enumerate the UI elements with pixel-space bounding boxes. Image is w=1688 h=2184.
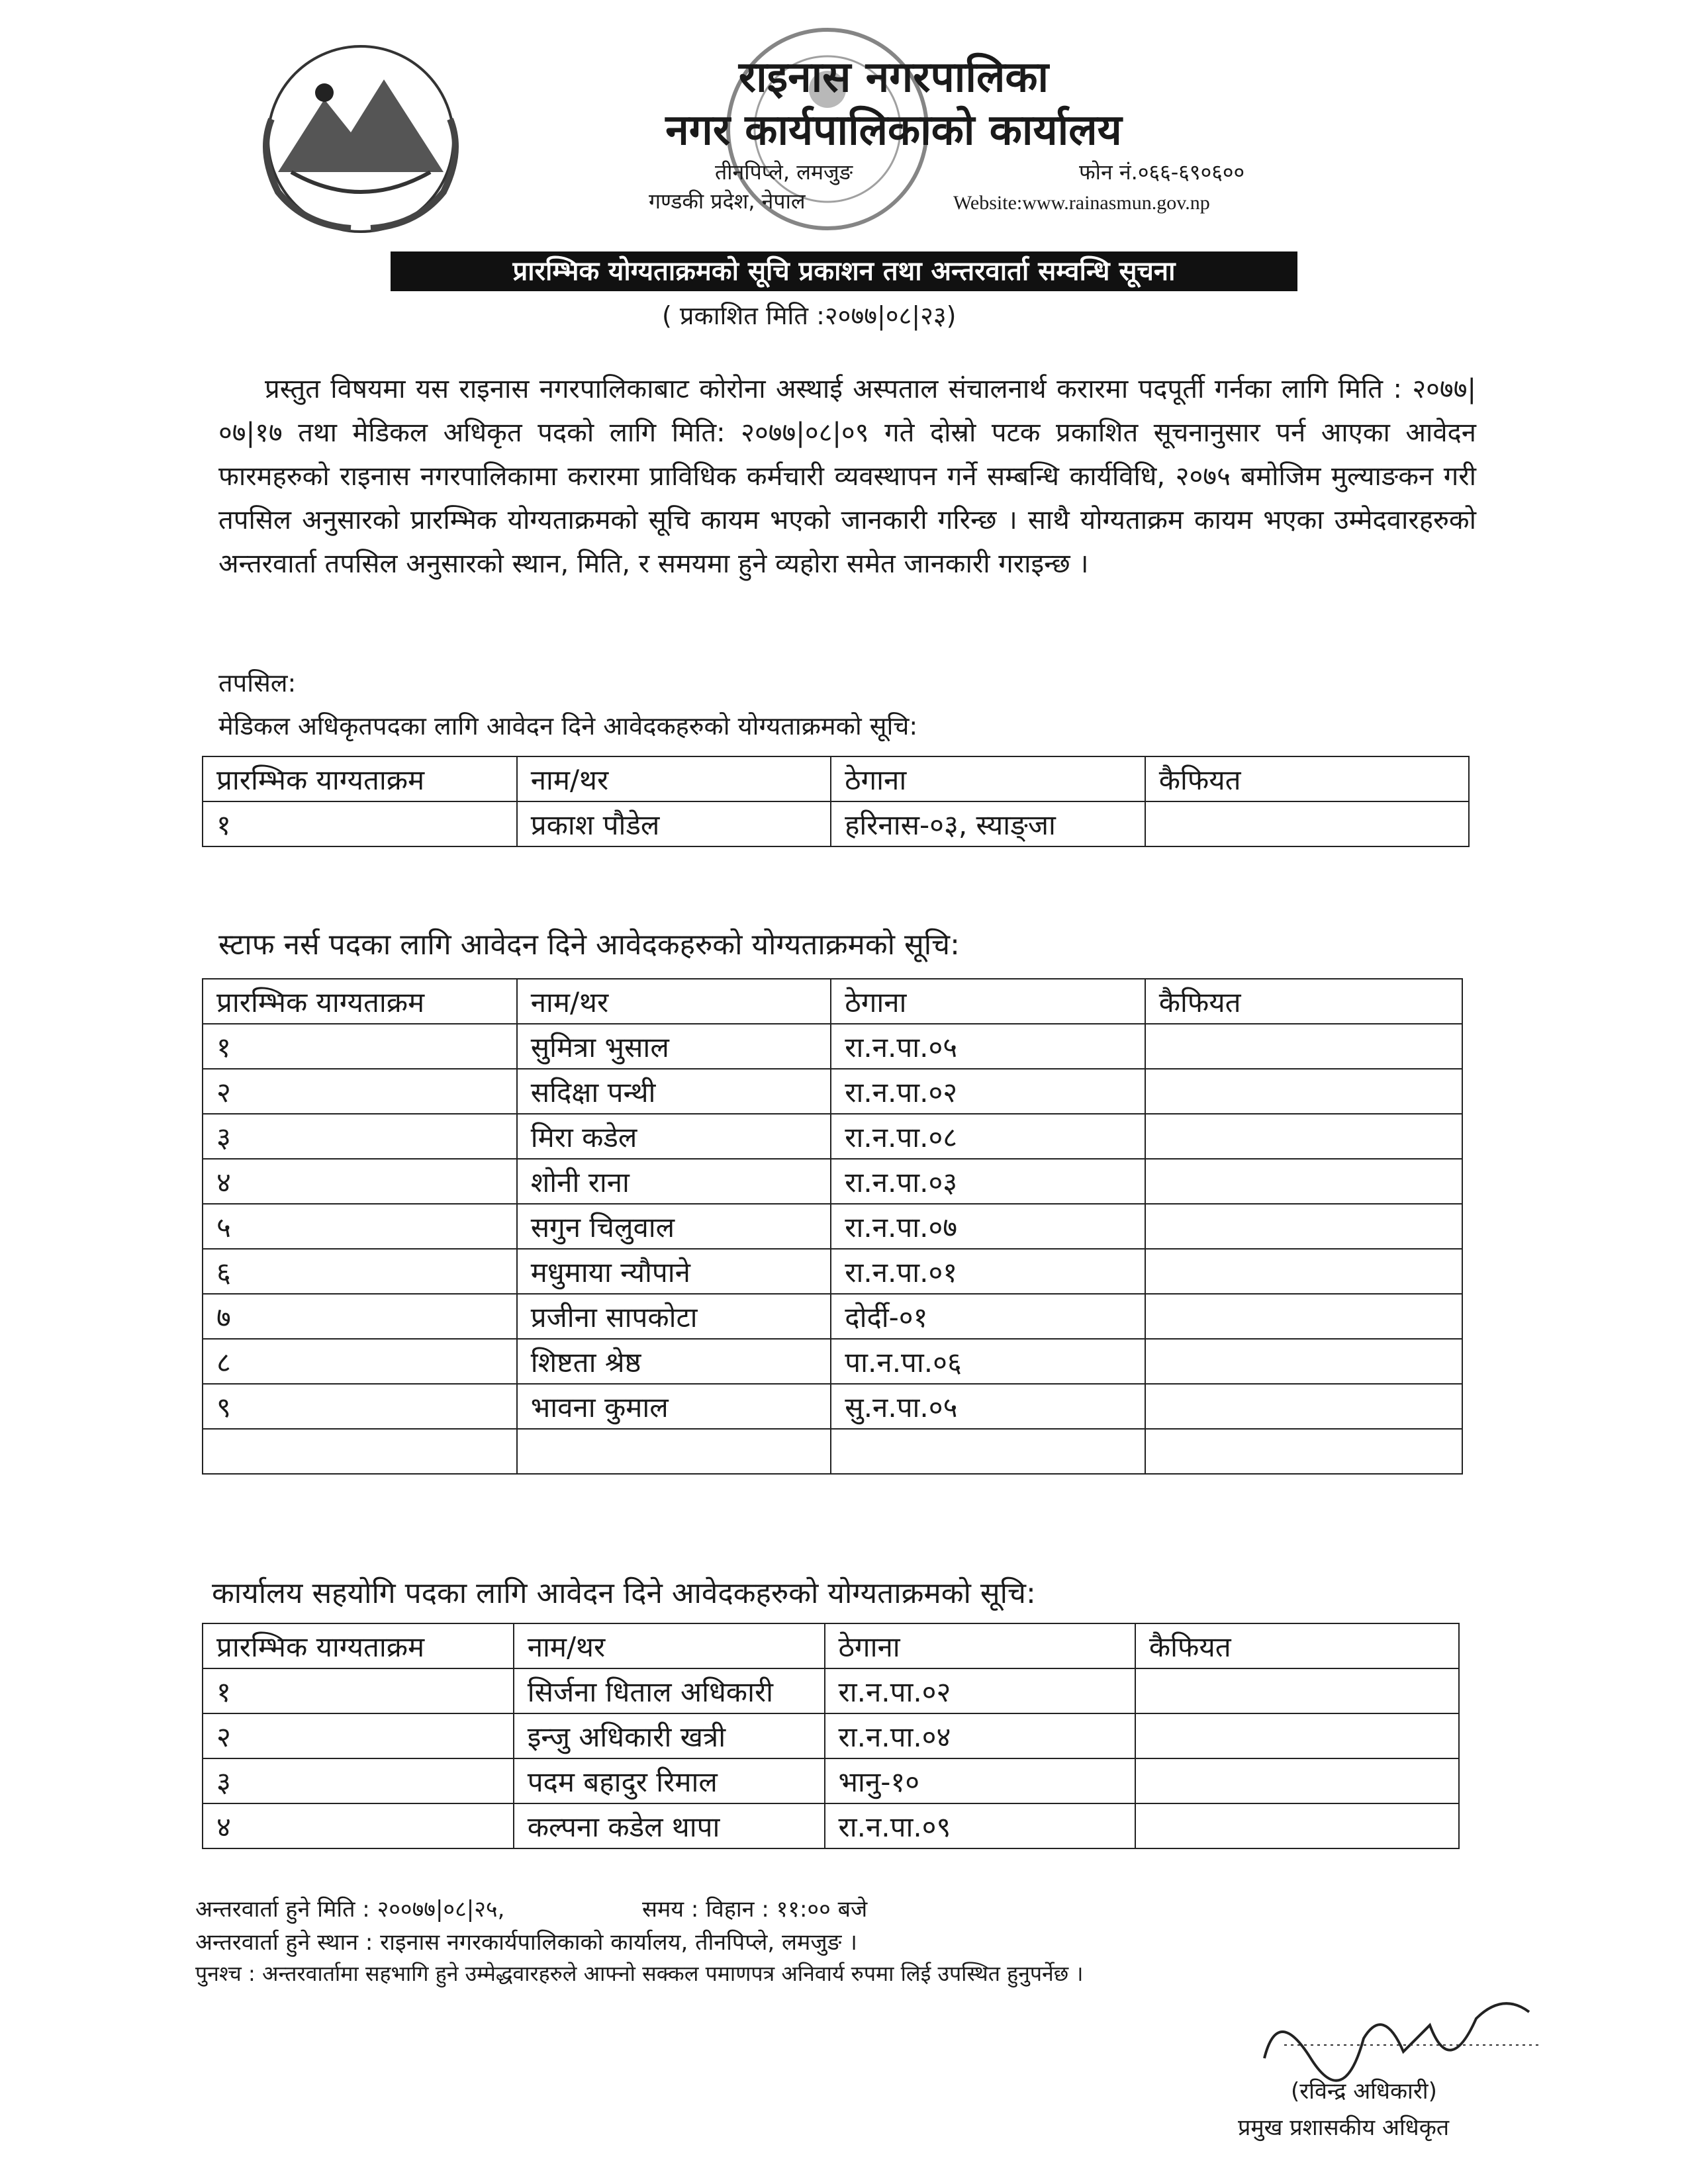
address-cell: पा.न.पा.०६ (831, 1339, 1145, 1384)
name-cell: सदिक्षा पन्थी (517, 1069, 831, 1114)
remarks-cell (1145, 1339, 1462, 1384)
remarks-cell (1135, 1758, 1459, 1803)
remarks-cell (1145, 1069, 1462, 1114)
medical-officer-heading: मेडिकल अधिकृतपदका लागि आवेदन दिने आवेदकहरुको योग्यताक्रमको सूचि: (218, 711, 918, 741)
column-header-name: नाम/थर (517, 979, 831, 1024)
column-header-address: ठेगाना (831, 756, 1145, 801)
column-header-remarks: कैफियत (1145, 979, 1462, 1024)
remarks-cell (1145, 1204, 1462, 1249)
rank-cell: ८ (203, 1339, 517, 1384)
column-header-name: नाम/थर (514, 1623, 825, 1668)
address-cell: भानु-१० (825, 1758, 1135, 1803)
column-header-remarks: कैफियत (1145, 756, 1469, 801)
office-title-line1: राइनास नगरपालिका (738, 53, 1049, 102)
rank-cell: ७ (203, 1294, 517, 1339)
rank-cell: १ (203, 1024, 517, 1069)
address-cell: रा.न.पा.०९ (825, 1803, 1135, 1848)
name-cell: सगुन चिलुवाल (517, 1204, 831, 1249)
name-cell: शोनी राना (517, 1159, 831, 1204)
notice-banner-title: प्रारम्भिक योग्यताक्रमको सूचि प्रकाशन तथा अन्तरवार्ता सम्वन्धि सूचना (391, 251, 1297, 291)
name-cell: इन्जु अधिकारी खत्री (514, 1713, 825, 1758)
rank-cell: २ (203, 1069, 517, 1114)
column-header-remarks: कैफियत (1135, 1623, 1459, 1668)
remarks-cell (1135, 1668, 1459, 1713)
name-cell: सिर्जना धिताल अधिकारी (514, 1668, 825, 1713)
interview-time: समय : विहान : ११:०० बजे (642, 1896, 868, 1923)
name-cell: प्रजीना सापकोटा (517, 1294, 831, 1339)
remarks-cell (1145, 1429, 1462, 1474)
table-header-row (203, 756, 1469, 801)
name-cell: मधुमाया न्यौपाने (517, 1249, 831, 1294)
column-header-rank: प्रारम्भिक याग्यताक्रम (203, 756, 517, 801)
address-cell: रा.न.पा.०७ (831, 1204, 1145, 1249)
rank-cell: ५ (203, 1204, 517, 1249)
address-cell: रा.न.पा.०२ (825, 1668, 1135, 1713)
remarks-cell (1145, 1024, 1462, 1069)
table-header-row (203, 979, 1462, 1024)
medical-officer-table (202, 756, 1470, 847)
column-header-address: ठेगाना (825, 1623, 1135, 1668)
interview-place: अन्तरवार्ता हुने स्थान : राइनास नगरकार्यपालिकाको कार्यालय, तीनपिप्ले, लमजुङ । (195, 1929, 857, 1956)
table-row (203, 1114, 1462, 1159)
table-row (203, 1668, 1459, 1713)
address-cell: दोर्दी-०१ (831, 1294, 1145, 1339)
address-cell: रा.न.पा.०५ (831, 1024, 1145, 1069)
rank-cell: ४ (203, 1159, 517, 1204)
name-cell: पदम बहादुर रिमाल (514, 1758, 825, 1803)
table-row (203, 1758, 1459, 1803)
address-cell: रा.न.पा.०८ (831, 1114, 1145, 1159)
column-header-name: नाम/थर (517, 756, 831, 801)
municipality-emblem-logo (252, 40, 470, 238)
address-line2: गण्डकी प्रदेश, नेपाल (649, 189, 806, 214)
notice-body-paragraph: प्रस्तुत विषयमा यस राइनास नगरपालिकाबाट कोरोना अस्थाई अस्पताल संचालनार्थ करारमा पदपूर्ती गर्नका लागि मिति : २०७७|०७|१७ तथा मेडिकल अधिकृत पदको लागि मिति: २०७७|०८|०९ गते दोस्रो पटक प्रकाशित सूचनानुसार पर्न आएका आवेदन फारमहरुको राइनास नगरपालिकामा करारमा प्राविधिक कर्मचारी व्यवस्थापन गर्ने सम्बन्धि कार्यविधि, २०७५ बमोजिम मुल्याङकन गरी तपसिल अनुसारको प्रारम्भिक योग्यताक्रमको सूचि कायम भएको जानकारी गरिन्छ । साथै योग्यताक्रम कायम भएका उम्मेदवारहरुको अन्तरवार्ता तपसिल अनुसारको स्थान, मिति, र समयमा हुने व्यहोरा समेत जानकारी गराइन्छ । (218, 374, 1476, 579)
rank-cell: ६ (203, 1249, 517, 1294)
column-header-rank: प्रारम्भिक याग्यताक्रम (203, 979, 517, 1024)
table-row (203, 1803, 1459, 1848)
remarks-cell (1145, 1384, 1462, 1429)
name-cell (517, 1429, 831, 1474)
tapasil-label: तपसिल: (218, 668, 297, 698)
interview-date: अन्तरवार्ता हुने मिति : २००७७|०८|२५, (195, 1896, 505, 1923)
table-row (203, 1024, 1462, 1069)
rank-cell: ३ (203, 1758, 514, 1803)
column-header-rank: प्रारम्भिक याग्यताक्रम (203, 1623, 514, 1668)
rank-cell: १ (203, 1668, 514, 1713)
office-title-line2: नगर कार्यपालिकाको कार्यालय (665, 106, 1122, 155)
remarks-cell (1145, 801, 1469, 846)
name-cell: भावना कुमाल (517, 1384, 831, 1429)
name-cell: कल्पना कडेल थापा (514, 1803, 825, 1848)
rank-cell: २ (203, 1713, 514, 1758)
remarks-cell (1145, 1159, 1462, 1204)
table-row (203, 801, 1469, 846)
remarks-cell (1145, 1114, 1462, 1159)
table-row (203, 1384, 1462, 1429)
published-date: ( प्रकाशित मिति :२०७७|०८|२३) (662, 301, 957, 330)
table-row (203, 1069, 1462, 1114)
staff-nurse-heading: स्टाफ नर्स पदका लागि आवेदन दिने आवेदकहरुको योग्यताक्रमको सूचि: (218, 928, 960, 962)
address-cell: रा.न.पा.०३ (831, 1159, 1145, 1204)
address-cell: रा.न.पा.०२ (831, 1069, 1145, 1114)
remarks-cell (1145, 1294, 1462, 1339)
name-cell: शिष्टता श्रेष्ठ (517, 1339, 831, 1384)
name-cell: प्रकाश पौडेल (517, 801, 831, 846)
rank-cell: ९ (203, 1384, 517, 1429)
rank-cell: ४ (203, 1803, 514, 1848)
office-assistant-heading: कार्यालय सहयोगि पदका लागि आवेदन दिने आवेदकहरुको योग्यताक्रमको सूचि: (212, 1576, 1036, 1610)
signatory-name: (रविन्द्र अधिकारी) (1291, 2078, 1437, 2105)
office-assistant-table (202, 1623, 1460, 1849)
phone-number: फोन नं.०६६-६९०६०० (1079, 159, 1245, 185)
signatory-designation: प्रमुख प्रशासकीय अधिकृत (1238, 2115, 1450, 2141)
table-header-row (203, 1623, 1459, 1668)
address-cell: रा.न.पा.०१ (831, 1249, 1145, 1294)
staff-nurse-table (202, 978, 1463, 1475)
postscript-note: पुनश्च : अन्तरवार्तामा सहभागि हुने उम्मेद्धवारहरुले आफ्नो सक्कल पमाणपत्र अनिवार्य रुपमा लिई उपस्थित हुनुपर्नेछ । (195, 1961, 1084, 1986)
table-row (203, 1159, 1462, 1204)
name-cell: मिरा कडेल (517, 1114, 831, 1159)
address-line1: तीनपिप्ले, लमजुङ (715, 159, 853, 185)
remarks-cell (1135, 1803, 1459, 1848)
rank-cell: ३ (203, 1114, 517, 1159)
table-row (203, 1429, 1462, 1474)
name-cell: सुमित्रा भुसाल (517, 1024, 831, 1069)
table-row (203, 1339, 1462, 1384)
address-cell: सु.न.पा.०५ (831, 1384, 1145, 1429)
address-cell: रा.न.पा.०४ (825, 1713, 1135, 1758)
column-header-address: ठेगाना (831, 979, 1145, 1024)
remarks-cell (1135, 1713, 1459, 1758)
address-cell: हरिनास-०३, स्याङ्जा (831, 801, 1145, 846)
table-row (203, 1713, 1459, 1758)
address-cell (831, 1429, 1145, 1474)
table-row (203, 1204, 1462, 1249)
remarks-cell (1145, 1249, 1462, 1294)
table-row (203, 1249, 1462, 1294)
website-text: Website:www.rainasmun.gov.np (953, 192, 1210, 214)
rank-cell: १ (203, 801, 517, 846)
table-row (203, 1294, 1462, 1339)
rank-cell (203, 1429, 517, 1474)
